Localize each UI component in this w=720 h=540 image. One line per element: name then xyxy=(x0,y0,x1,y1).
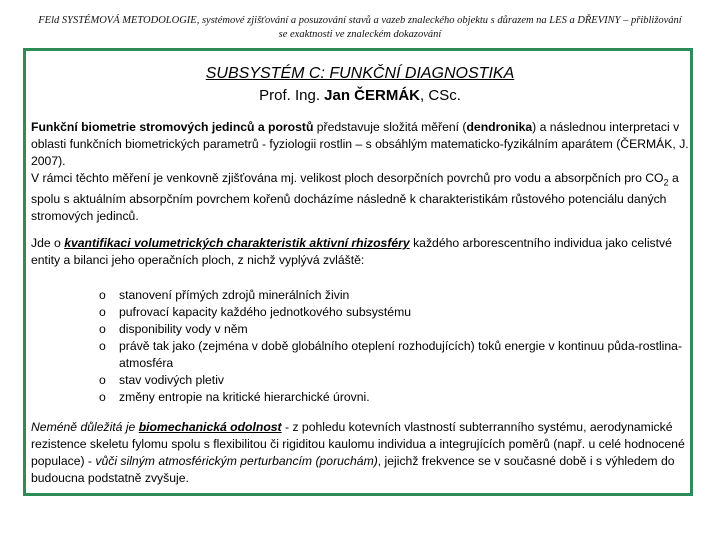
p1-subscript: 2 xyxy=(663,177,669,188)
list-item xyxy=(99,304,693,321)
paragraph-biometrics xyxy=(31,119,693,225)
author-line xyxy=(0,86,720,105)
author-prefix: Prof. Ing. xyxy=(259,87,325,104)
p1-text-1: představuje složitá měření ( xyxy=(313,120,467,134)
p1-text-2: ) a následnou interpretaci v oblasti funkčních biometrických parametrů - fyziologii rostlin – s obsáhlým matematicko-fyzikálním aparátem (ČERMÁK, J. 2007). xyxy=(31,120,689,168)
list-item-text: disponibility vody v něm xyxy=(119,322,248,336)
p2-emphasis: kvantifikaci volumetrických charakteristik aktivní rhizosféry xyxy=(64,236,410,250)
p3-text-1: - z pohledu kotevních vlastností subterranního systému, aerodynamické rezistence skeletu fylomu spolu s flexibilitou či rigiditou kaulomu individua a integrujících poměrů (např. u celé hodnocené populace) - xyxy=(31,420,685,468)
list-item-text: stav vodivých pletiv xyxy=(119,373,224,387)
p2-text-1: Jde o xyxy=(31,236,65,250)
p1-bold-2: dendronika xyxy=(466,120,533,134)
bullet-list xyxy=(99,287,693,406)
bullet-icon: o xyxy=(99,305,106,319)
list-item xyxy=(99,372,693,389)
p3-italic-2: vůči silným atmosférickým perturbancím (poruchám) xyxy=(95,454,378,468)
bullet-icon: o xyxy=(99,339,106,353)
list-item xyxy=(99,321,693,338)
document-header xyxy=(0,14,720,42)
bullet-icon: o xyxy=(99,373,106,387)
list-item-text: právě tak jako (zejména v době globálního oteplení rozhodujících) toků energie v kontinuu půda-rostlina-atmosféra xyxy=(119,339,682,370)
p3-emphasis: biomechanická odolnost xyxy=(138,420,282,434)
bullet-icon: o xyxy=(99,288,106,302)
list-item xyxy=(99,287,693,304)
p1-text-4: a spolu s aktuálním absorpčním povrchem kořenů docházíme následně k charakteristikám růstového potenciálu daných stromových jedinců. xyxy=(31,171,679,224)
p1-text-3: V rámci těchto měření je venkovně zjišťována mj. velikost ploch desorpčních povrchů pro vodu a absorpčních pro CO xyxy=(31,171,664,185)
list-item-text: stanovení přímých zdrojů minerálních živin xyxy=(119,288,350,302)
list-item xyxy=(99,389,693,406)
list-item-text: změny entropie na kritické hierarchické úrovni. xyxy=(119,390,370,404)
paragraph-rhizosphere xyxy=(31,235,693,269)
p3-italic-1: Neméně důležitá je xyxy=(31,420,139,434)
paragraph-biomechanics xyxy=(31,419,693,487)
bullet-icon: o xyxy=(99,322,106,336)
slide-title: SUBSYSTÉM C: FUNKČNÍ DIAGNOSTIKA xyxy=(205,65,515,82)
list-item-text: pufrovací kapacity každého jednotkového subsystému xyxy=(119,305,411,319)
header-line-2: se exaktnosti ve znaleckém dokazování xyxy=(278,29,442,40)
author-name: Jan ČERMÁK xyxy=(324,87,421,104)
header-line-1: FEld SYSTÉMOVÁ METODOLOGIE, systémové zjišťování a posuzování stavů a vazeb znaleckého objektu s důrazem na LES a DŘEVINY – přibližování xyxy=(38,15,682,26)
p2-text-2: každého arborescentního individua jako celistvé entity a bilanci jeho operačních ploch, z nichž vyplývá zvláště: xyxy=(31,236,672,267)
author-suffix: , CSc. xyxy=(420,87,461,104)
p3-text-2: , jejichž frekvence se v současné době i s výhledem do budoucna podstatně zvyšuje. xyxy=(31,454,675,485)
p1-bold-1: Funkční biometrie stromových jedinců a porostů xyxy=(31,120,314,134)
bullet-icon: o xyxy=(99,390,106,404)
list-item xyxy=(99,338,693,372)
